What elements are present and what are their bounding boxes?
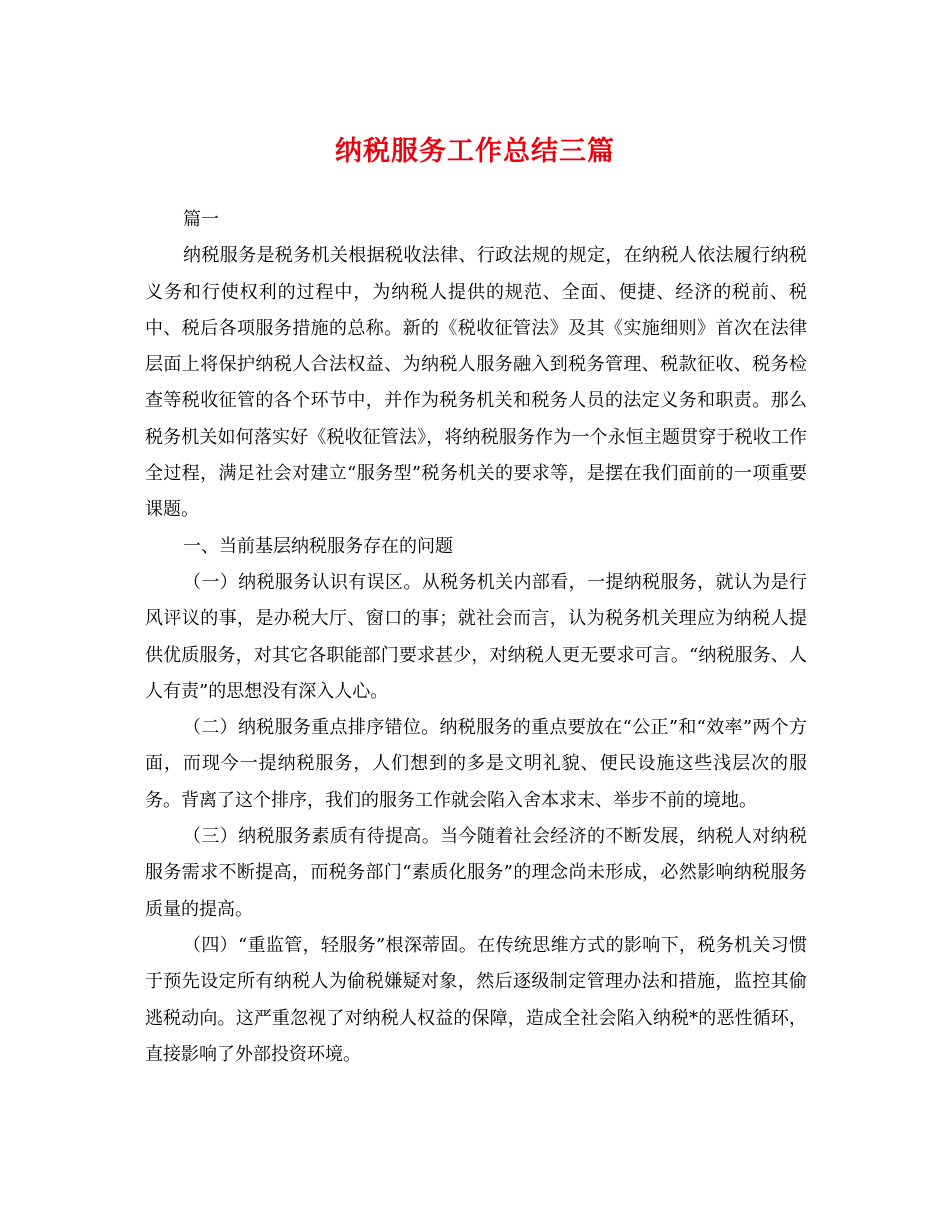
document-title: 纳税服务工作总结三篇 xyxy=(335,136,615,167)
section-heading: 一、当前基层纳税服务存在的问题 xyxy=(183,535,453,557)
intro-paragraph: 纳税服务是税务机关根据税收法律、行政法规的规定，在纳税人依法履行纳税义务和行使权利的过程中，为纳税人提供的规范、全面、便捷、经济的税前、税中、税后各项服务措施的总称。新的《税收征管法》及其《实施细则》首次在法律层面上将保护纳税人合法权益、为纳税人服务融入到税务管理、税款征收、税务检查等税收征管的各个环节中，并作为税务机关和税务人员的法定义务和职责。那么税务机关如何落实好《税收征管法》，将纳税服务作为一个永恒主题贯穿于税收工作全过程，满足社会对建立“服务型”税务机关的要求等，是摆在我们面前的一项重要课题。 xyxy=(145,245,807,521)
issue-paragraph-1: （一）纳税服务认识有误区。从税务机关内部看，一提纳税服务，就认为是行风评议的事，是办税大厅、窗口的事；就社会而言，认为税务机关理应为纳税人提供优质服务，对其它各职能部门要求甚少，对纳税人更无要求可言。“纳税服务、人人有责”的思想没有深入人心。 xyxy=(145,571,807,702)
section-label: 篇一 xyxy=(183,209,219,230)
issue-paragraph-3: （三）纳税服务素质有待提高。当今随着社会经济的不断发展，纳税人对纳税服务需求不断提高，而税务部门“素质化服务”的理念尚未形成，必然影响纳税服务质量的提高。 xyxy=(145,826,807,920)
document-body xyxy=(145,202,807,1073)
issue-paragraph-2: （二）纳税服务重点排序错位。纳税服务的重点要放在“公正”和“效率”两个方面，而现今一提纳税服务，人们想到的多是文明礼貌、便民设施这些浅层次的服务。背离了这个排序，我们的服务工作就会陷入舍本求末、举步不前的境地。 xyxy=(145,717,807,811)
issue-paragraph-4: （四）“重监管，轻服务”根深蒂固。在传统思维方式的影响下，税务机关习惯于预先设定所有纳税人为偷税嫌疑对象，然后逐级制定管理办法和措施，监控其偷逃税动向。这严重忽视了对纳税人权益的保障，造成全社会陷入纳税*的恶性循环，直接影响了外部投资环境。 xyxy=(145,934,807,1065)
